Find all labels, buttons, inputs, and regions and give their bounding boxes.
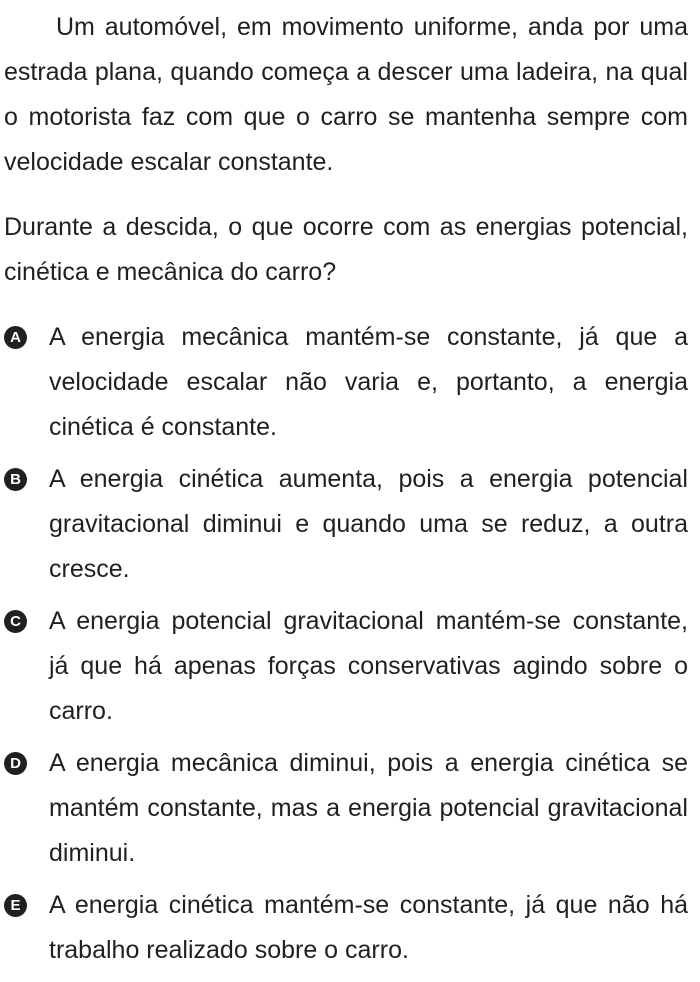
answer-option-c[interactable]: [4, 599, 688, 734]
option-letter-badge-c: C: [4, 610, 27, 633]
answer-option-d[interactable]: [4, 741, 688, 876]
option-letter-badge-a: A: [4, 326, 27, 349]
answer-option-b[interactable]: [4, 457, 688, 592]
option-text-d: A energia mecânica diminui, pois a energia cinética se mantém constante, mas a energia potencial gravitacional diminui.: [49, 749, 688, 867]
option-text-e: A energia cinética mantém-se constante, já que não há trabalho realizado sobre o carro.: [49, 891, 688, 964]
option-text-c: A energia potencial gravitacional mantém-se constante, já que há apenas forças conservativas agindo sobre o carro.: [49, 607, 688, 725]
answer-option-a[interactable]: [4, 315, 688, 450]
option-text-b: A energia cinética aumenta, pois a energia potencial gravitacional diminui e quando uma se reduz, a outra cresce.: [49, 465, 688, 583]
question-stem-paragraph-2: Durante a descida, o que ocorre com as energias potencial, cinética e mecânica do carro?: [4, 213, 688, 286]
answer-options-list: [4, 315, 688, 973]
answer-option-e[interactable]: [4, 883, 688, 973]
option-letter-badge-b: B: [4, 468, 27, 491]
option-letter-badge-e: E: [4, 894, 27, 917]
option-text-a: A energia mecânica mantém-se constante, já que a velocidade escalar não varia e, portanto, a energia cinética é constante.: [49, 323, 688, 441]
option-letter-badge-d: D: [4, 752, 27, 775]
question-stem-paragraph-1: Um automóvel, em movimento uniforme, anda por uma estrada plana, quando começa a descer uma ladeira, na qual o motorista faz com que o carro se mantenha sempre com velocidade escalar constante.: [4, 13, 688, 176]
